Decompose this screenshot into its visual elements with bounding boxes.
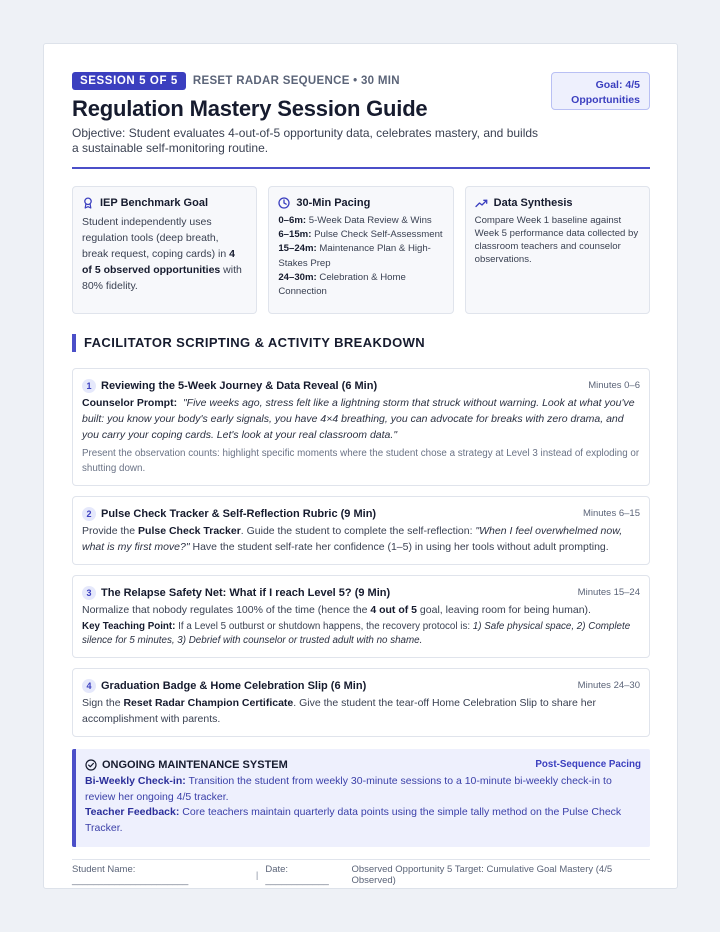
maintenance-pacing-label: Post-Sequence Pacing bbox=[535, 759, 641, 770]
pacing-text: Celebration & Home Connection bbox=[278, 271, 406, 298]
activity-text bbox=[82, 695, 640, 727]
activity-title-group bbox=[82, 379, 377, 393]
activity-text-part: Provide the bbox=[82, 525, 139, 537]
maintenance-title: ONGOING MAINTENANCE SYSTEM bbox=[102, 758, 288, 771]
key-point-text: If a Level 5 outburst or shutdown happens, the recovery protocol is: bbox=[175, 621, 473, 632]
key-teaching-point bbox=[82, 620, 640, 648]
activity-header bbox=[82, 506, 640, 521]
iep-card-text bbox=[82, 214, 247, 294]
maintenance-header bbox=[85, 757, 641, 772]
footer bbox=[72, 864, 650, 886]
pacing-time: 15–24m: bbox=[278, 243, 317, 255]
pacing-text: Maintenance Plan & High-Stakes Prep bbox=[278, 243, 431, 269]
activity-text-bold: 4 out of 5 bbox=[370, 604, 418, 616]
activity-card-3 bbox=[72, 575, 650, 658]
maintenance-item-1 bbox=[85, 774, 641, 805]
footer-divider bbox=[72, 859, 650, 860]
clock-icon bbox=[278, 197, 290, 209]
section-heading: FACILITATOR SCRIPTING & ACTIVITY BREAKDOWN bbox=[72, 334, 650, 352]
activity-text-part: Normalize that nobody regulates 100% of the time (hence the bbox=[82, 604, 371, 616]
key-point-label: Key Teaching Point: bbox=[82, 621, 176, 632]
award-icon bbox=[82, 197, 94, 209]
prompt-text: "Five weeks ago, stress felt like a lightning storm that struck without warning. Look at what you've built: you know your body's early signals, you have 4×4 breathing, you can advocate for breaks with zero drama, and you carry your coping cards. Let's look at your real classroom data." bbox=[82, 397, 635, 441]
maintenance-item-text: Transition the student from weekly 30-minute sessions to a 10-minute bi-weekly check-in to review her ongoing 4/5 tracker. bbox=[85, 775, 612, 803]
footer-separator: | bbox=[255, 869, 259, 881]
activity-text-part: Sign the bbox=[82, 697, 124, 709]
activity-text-bold: Reset Radar Champion Certificate bbox=[123, 697, 294, 709]
trend-up-icon bbox=[475, 197, 488, 209]
pacing-time: 0–6m: bbox=[278, 215, 307, 226]
activity-text-part: goal, leaving room for being human). bbox=[417, 604, 591, 616]
document-page bbox=[43, 43, 678, 889]
pacing-card bbox=[268, 186, 453, 314]
iep-card-title: IEP Benchmark Goal bbox=[100, 197, 209, 209]
pacing-line bbox=[278, 228, 443, 242]
objective: Objective: Student evaluates 4-out-of-5 opportunity data, celebrates mastery, and builds a sustainable self-monitoring routine. bbox=[72, 126, 539, 155]
activity-title-group bbox=[82, 507, 376, 521]
pacing-line bbox=[278, 214, 443, 228]
activity-number: 1 bbox=[82, 379, 96, 393]
pacing-line bbox=[278, 242, 443, 270]
iep-goal-card bbox=[72, 186, 257, 314]
activity-text-part: . Guide the student to complete the self-reflection: bbox=[240, 525, 476, 537]
pacing-time: 24–30m: bbox=[278, 271, 317, 283]
header-divider bbox=[72, 167, 650, 169]
iep-text-after: with 80% fidelity. bbox=[82, 264, 242, 292]
pacing-card-header bbox=[278, 196, 443, 210]
iep-text-bold: 4 of 5 observed opportunities bbox=[82, 248, 235, 276]
iep-text-before: Student independently uses regulation tools (deep breath, break request, coping cards) in bbox=[82, 216, 230, 260]
page-title: Regulation Mastery Session Guide bbox=[72, 96, 428, 121]
maintenance-box bbox=[72, 749, 650, 847]
activity-text-italic: "When I feel overwhelmed now, what is my first move?" bbox=[82, 525, 623, 553]
activity-text-part: Have the student self-rate her confidence (1–5) in using her tools without adult prompting. bbox=[189, 541, 609, 553]
maintenance-title-group bbox=[85, 759, 288, 771]
sequence-label: RESET RADAR SEQUENCE • 30 MIN bbox=[192, 75, 400, 87]
key-point-italic: 1) Safe physical space, 2) Complete silence for 5 minutes, 3) Debrief with counselor or trusted adult with no shame. bbox=[82, 621, 631, 646]
activity-title: Graduation Badge & Home Celebration Slip (6 Min) bbox=[101, 679, 367, 692]
activity-text bbox=[82, 602, 640, 618]
maintenance-item-label: Bi-Weekly Check-in: bbox=[85, 775, 186, 787]
summary-cards bbox=[72, 186, 650, 314]
activity-minutes: Minutes 24–30 bbox=[577, 680, 640, 691]
prompt-label: Counselor Prompt: bbox=[82, 397, 178, 409]
activity-text-part: . Give the student the tear-off Home Celebration Slip to share her accomplishment with parents. bbox=[82, 697, 596, 725]
goal-line-2: Opportunities bbox=[571, 94, 640, 106]
synthesis-card-title: Data Synthesis bbox=[493, 197, 573, 209]
activity-header bbox=[82, 678, 640, 693]
goal-line-1: Goal: 4/5 bbox=[595, 79, 640, 91]
maintenance-item-label: Teacher Feedback: bbox=[85, 806, 180, 818]
page-content bbox=[72, 72, 650, 886]
pacing-time: 6–15m: bbox=[278, 229, 312, 241]
student-name-field: Student Name: ______________________ bbox=[72, 864, 189, 886]
pacing-text: 5-Week Data Review & Wins bbox=[308, 215, 432, 226]
check-circle-icon bbox=[85, 759, 97, 771]
activity-note: Present the observation counts: highlight specific moments where the student chose a strategy at Level 3 instead of exploding or shutting down. bbox=[82, 448, 640, 474]
activity-text bbox=[82, 523, 640, 555]
pacing-card-title: 30-Min Pacing bbox=[296, 197, 371, 209]
activity-card-4 bbox=[72, 668, 650, 737]
activity-title: Pulse Check Tracker & Self-Reflection Rubric (9 Min) bbox=[101, 507, 377, 520]
activity-text-bold: Pulse Check Tracker bbox=[138, 525, 241, 537]
maintenance-item-2 bbox=[85, 805, 641, 836]
activity-number: 4 bbox=[82, 679, 96, 693]
activity-header bbox=[82, 378, 640, 393]
date-field: Date: ____________ bbox=[265, 864, 329, 886]
session-badge: SESSION 5 OF 5 bbox=[72, 72, 186, 90]
maintenance-item-text: Core teachers maintain quarterly data points using the simple tally method on the Pulse Check Tracker. bbox=[85, 806, 622, 834]
activity-title-group bbox=[82, 679, 366, 693]
activity-number: 3 bbox=[82, 586, 96, 600]
activity-title: The Relapse Safety Net: What if I reach Level 5? (9 Min) bbox=[101, 586, 391, 599]
pacing-line bbox=[278, 271, 443, 299]
activity-card-1 bbox=[72, 368, 650, 486]
activity-minutes: Minutes 0–6 bbox=[588, 380, 640, 391]
activity-title-group bbox=[82, 586, 390, 600]
activity-title: Reviewing the 5-Week Journey & Data Reveal (6 Min) bbox=[101, 379, 378, 392]
iep-card-header bbox=[82, 196, 247, 210]
footer-target: Observed Opportunity 5 Target: Cumulative Goal Mastery (4/5 Observed) bbox=[351, 864, 613, 886]
synthesis-card-text: Compare Week 1 baseline against Week 5 performance data collected by classroom teachers and counselor observations. bbox=[474, 215, 639, 265]
activity-number: 2 bbox=[82, 507, 96, 521]
activity-minutes: Minutes 15–24 bbox=[577, 587, 640, 598]
activity-minutes: Minutes 6–15 bbox=[582, 508, 640, 519]
activity-card-2 bbox=[72, 496, 650, 565]
synthesis-card-header bbox=[475, 196, 640, 210]
counselor-prompt bbox=[82, 395, 640, 443]
goal-box bbox=[551, 72, 650, 110]
pacing-list bbox=[278, 214, 443, 299]
data-synthesis-card bbox=[465, 186, 650, 314]
pacing-text: Pulse Check Self-Assessment bbox=[314, 229, 443, 241]
activity-header bbox=[82, 585, 640, 600]
